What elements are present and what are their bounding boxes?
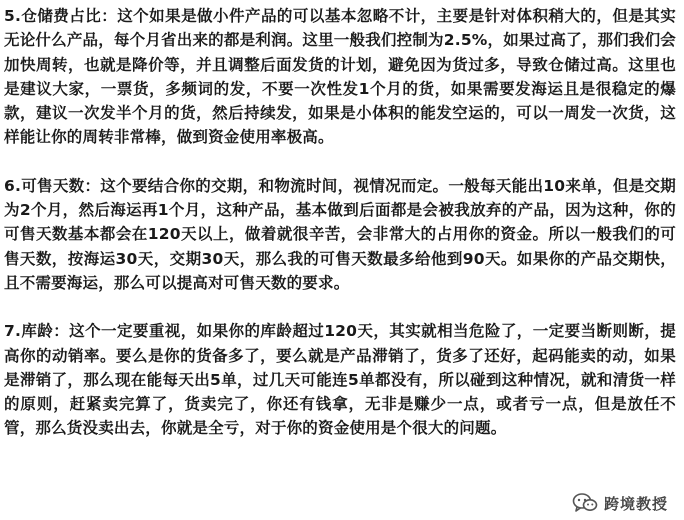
watermark — [572, 492, 668, 514]
paragraph-text: 这个如果是做小件产品的可以基本忽略不计，主要是针对体积稍大的，但是其实无论什么产品，每个月省出来的都是利润。这里一般我们控制为2.5%，如果过高了，那们我们会加快周转，也就是降价等，并且调整后面发货的计划，避免因为货过多，导致仓储过高。这里也是建议大家，一票货，多频词的发，不要一次性发1个月的货，如果需要发海运且是很稳定的爆款，建议一次发半个月的货，然后持续发，如果是小体积的能发空运的，可以一周发一次货，这样能让你的周转非常棒，做到资金使用率极高。 — [4, 7, 676, 147]
paragraph-storage-fee — [4, 4, 676, 150]
paragraph-inventory-age — [4, 319, 676, 440]
paragraph-heading: 6.可售天数： — [4, 176, 101, 195]
paragraph-heading: 5.仓储费占比： — [4, 7, 118, 25]
watermark-text: 跨境教授 — [603, 494, 668, 513]
paragraph-text: 这个一定要重视，如果你的库龄超过120天，其实就相当危险了，一定要当断则断，提高你的动销率。要么是你的货备多了，要么就是产品滞销了，货多了还好，起码能卖的动，如果是滞销了，那么现在能每天出5单，过几天可能连5单都没有，所以碰到这种情况，就和清货一样的原则，赶紧卖完算了，货卖完了，你还有钱拿，无非是赚少一点，或者亏一点，但是放任不管，那么货没卖出去，你就是全亏，对于你的资金使用是个很大的问题。 — [4, 322, 676, 438]
wechat-icon — [572, 492, 598, 514]
article-body — [4, 4, 676, 441]
paragraph-text: 这个要结合你的交期，和物流时间，视情况而定。一般每天能出10来单，但是交期为2个月，然后海运再1个月，这种产品，基本做到后面都是会被我放弃的产品，因为这种，你的可售天数基本都会在120天以上，做着就很辛苦，会非常大的占用你的资金。所以一般我们的可售天数，按海运30天，交期30天，那么我的可售天数最多给他到90天。如果你的产品交期快，且不需要海运，那么可以提高对可售天数的要求。 — [4, 176, 676, 292]
paragraph-sellable-days — [4, 174, 676, 295]
paragraph-heading: 7.库龄： — [4, 322, 70, 341]
